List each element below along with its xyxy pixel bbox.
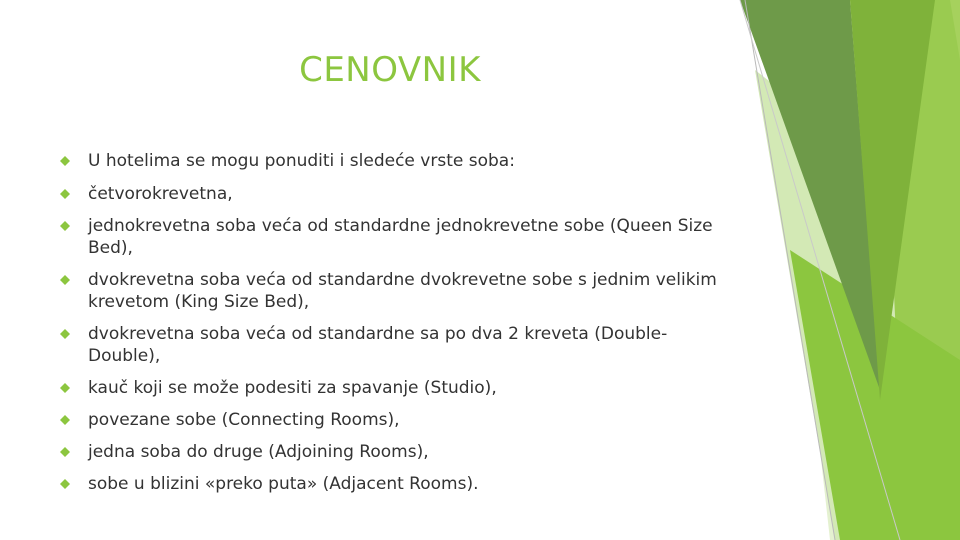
bullet-text: četvorokrevetna, — [88, 184, 233, 204]
bullet-item — [60, 323, 720, 367]
bullet-text: sobe u blizini «preko puta» (Adjacent Rooms). — [88, 474, 479, 494]
diamond-icon — [60, 156, 70, 166]
bullet-item — [60, 150, 720, 172]
diamond-icon — [60, 221, 70, 231]
bullet-item — [60, 377, 720, 399]
diamond-icon — [60, 383, 70, 393]
slide-title: CENOVNIK — [299, 50, 481, 90]
diamond-icon — [60, 479, 70, 489]
diamond-icon — [60, 275, 70, 285]
bullet-list — [60, 150, 720, 505]
diamond-icon — [60, 189, 70, 199]
bullet-item — [60, 269, 720, 313]
diamond-icon — [60, 415, 70, 425]
bullet-text: dvokrevetna soba veća od standardne sa po dva 2 kreveta (Double-Double), — [88, 324, 668, 366]
bullet-text: U hotelima se mogu ponuditi i sledeće vrste soba: — [88, 151, 515, 171]
bullet-text: kauč koji se može podesiti za spavanje (Studio), — [88, 378, 497, 398]
bullet-item — [60, 183, 720, 205]
diamond-icon — [60, 447, 70, 457]
bullet-text: jednokrevetna soba veća od standardne jednokrevetne sobe (Queen Size Bed), — [88, 216, 713, 258]
bullet-item — [60, 215, 720, 259]
bullet-text: dvokrevetna soba veća od standardne dvokrevetne sobe s jednim velikim krevetom (King Size Bed), — [88, 270, 717, 312]
bullet-item — [60, 441, 720, 463]
bullet-item — [60, 473, 720, 495]
bullet-text: povezane sobe (Connecting Rooms), — [88, 410, 400, 430]
bullet-text: jedna soba do druge (Adjoining Rooms), — [88, 442, 429, 462]
diamond-icon — [60, 329, 70, 339]
bullet-item — [60, 409, 720, 431]
